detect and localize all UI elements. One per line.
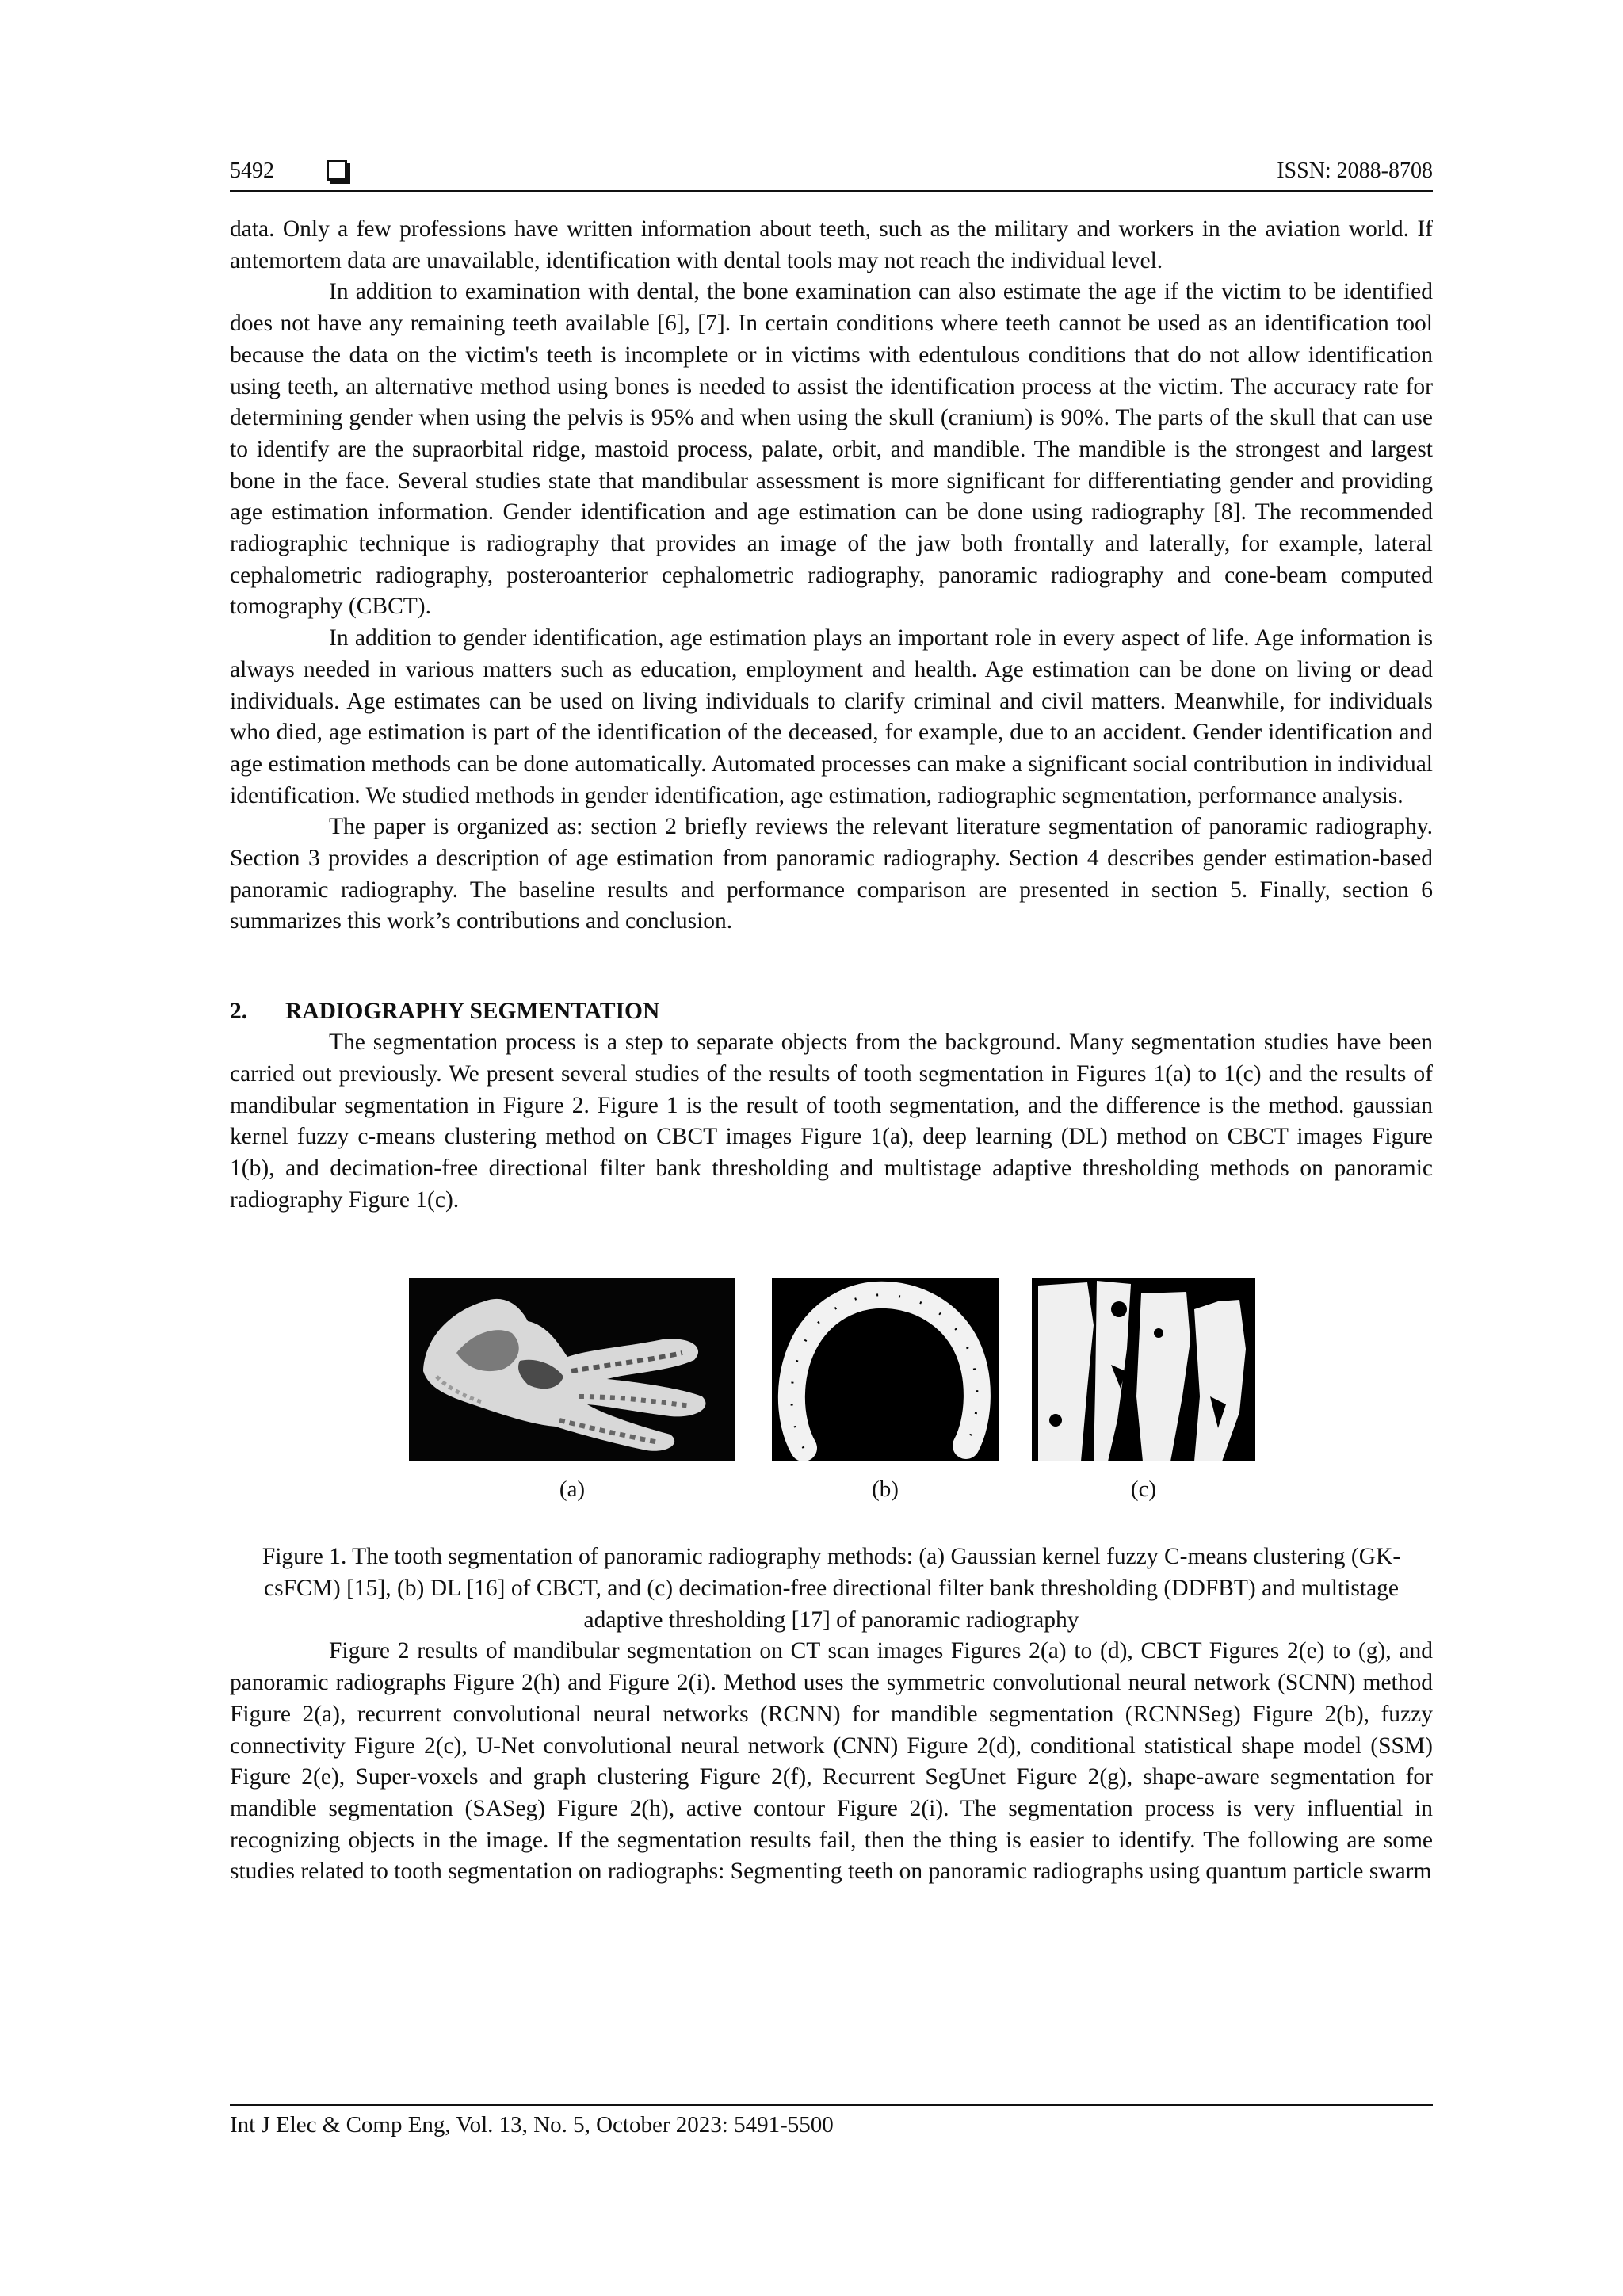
checkbox-square-icon (327, 160, 347, 181)
paragraph: The segmentation process is a step to separate objects from the background. Many segmentation studies have been carried out previously. We present several studies of the results of tooth segmentation in Figures 1(a) to 1(c) and the results of mandibular segmentation in Figure 2. Figure 1 is the result of tooth segmentation, and the difference is the method. gaussian kernel fuzzy c-means clustering method on CBCT images Figure 1(a), deep learning (DL) method on CBCT images Figure 1(b), and decimation-free directional filter bank thresholding and multistage adaptive thresholding methods on panoramic radiography Figure 1(c). (230, 1030, 1433, 1213)
page (230, 151, 1433, 1888)
body-text (230, 214, 1433, 1888)
running-header (230, 151, 1433, 193)
footer-rule (230, 2104, 1433, 2106)
paragraph: The paper is organized as: section 2 briefly reviews the relevant literature segmentation of panoramic radiography. Section 3 provides a description of age estimation from panoramic radiography. Section 4 describes gender estimation-based panoramic radiography. The baseline results and performance comparison are presented in section 5. Finally, section 6 summarizes this work’s contributions and conclusion. (230, 814, 1433, 934)
paragraph: data. Only a few professions have written information about teeth, such as the military and workers in the aviation world. If antemortem data are unavailable, identification with dental tools may not reach the individual level. (230, 216, 1433, 273)
issn: ISSN: 2088-8708 (1277, 159, 1433, 183)
paragraph: Figure 2 results of mandibular segmentation on CT scan images Figures 2(a) to (d), CBCT Figures 2(e) to (g), and panoramic radiographs Figure 2(h) and Figure 2(i). Method uses the symmetric convolutional neural network (SCNN) method Figure 2(a), recurrent convolutional neural networks (RCNN) for mandible segmentation (RCNNSeg) Figure 2(b), fuzzy connectivity Figure 2(c), U-Net convolutional neural network (CNN) Figure 2(d), conditional statistical shape model (SSM) Figure 2(e), Super-voxels and graph clustering Figure 2(f), Recurrent SegUnet Figure 2(g), shape-aware segmentation for mandible segmentation (SASeg) Figure 2(h), active contour Figure 2(i). The segmentation process is very influential in recognizing objects in the image. If the segmentation results fail, then the thing is easier to identify. The following are some studies related to tooth segmentation on radiographs: Segmenting teeth on panoramic radiographs using quantum particle swarm (230, 1638, 1433, 1885)
figure-1b-label: (b) (872, 1477, 899, 1503)
figure-1a-label: (a) (559, 1477, 586, 1503)
section-2 (230, 996, 1433, 1216)
footer-citation: Int J Elec & Comp Eng, Vol. 13, No. 5, October 2023: 5491-5500 (230, 2112, 834, 2137)
figure-1b-image (772, 1278, 999, 1461)
paragraph: In addition to examination with dental, the bone examination can also estimate the age if the victim to be identified does not have any remaining teeth available [6], [7]. In certain conditions where teeth cannot be used as an identification tool because the data on the victim's teeth is incomplete or in victims with edentulous conditions that do not allow identification using teeth, an alternative method using bones is needed to assist the identification process at the victim. The accuracy rate for determining gender when using the pelvis is 95% and when using the skull (cranium) is 90%. The parts of the skull that can use to identify are the supraorbital ridge, mastoid process, palate, orbit, and mandible. The mandible is the strongest and largest bone in the face. Several studies state that mandibular assessment is more significant for differentiating gender and providing age estimation information. Gender identification and age estimation can be done using radiography [8]. The recommended radiographic technique is radiography that provides an image of the jaw both frontally and laterally, for example, lateral cephalometric radiography, posteroanterior cephalometric radiography, panoramic radiography and cone-beam computed tomography (CBCT). (230, 279, 1433, 620)
section-heading (230, 996, 1433, 1027)
section-title: RADIOGRAPHY SEGMENTATION (285, 999, 660, 1025)
figure-1c-image (1032, 1278, 1255, 1461)
page-number: 5492 (230, 159, 274, 183)
section-number: 2. (230, 999, 248, 1025)
paragraph: In addition to gender identification, age estimation plays an important role in every aspect of life. Age information is always needed in various matters such as education, employment and health. Age estimation can be done on living or dead individuals. Age estimates can be used on living individuals to clarify criminal and civil matters. Meanwhile, for individuals who died, age estimation is part of the identification of the deceased, for example, due to an accident. Gender identification and age estimation methods can be done automatically. Automated processes can make a significant social contribution in individual identification. We studied methods in gender identification, age estimation, radiographic segmentation, performance analysis. (230, 625, 1433, 808)
figure-1 (230, 1278, 1433, 1525)
running-footer (230, 2104, 1433, 2138)
figure-1-caption: Figure 1. The tooth segmentation of panoramic radiography methods: (a) Gaussian kernel fuzzy C-means clustering (GK-csFCM) [15], (b) DL [16] of CBCT, and (c) decimation-free directional filter bank thresholding (DDFBT) and multistage adaptive thresholding [17] of panoramic radiography (262, 1544, 1401, 1633)
header-rule (230, 190, 1433, 192)
figure-1c-label: (c) (1130, 1477, 1157, 1503)
figure-1a-image (409, 1278, 735, 1461)
